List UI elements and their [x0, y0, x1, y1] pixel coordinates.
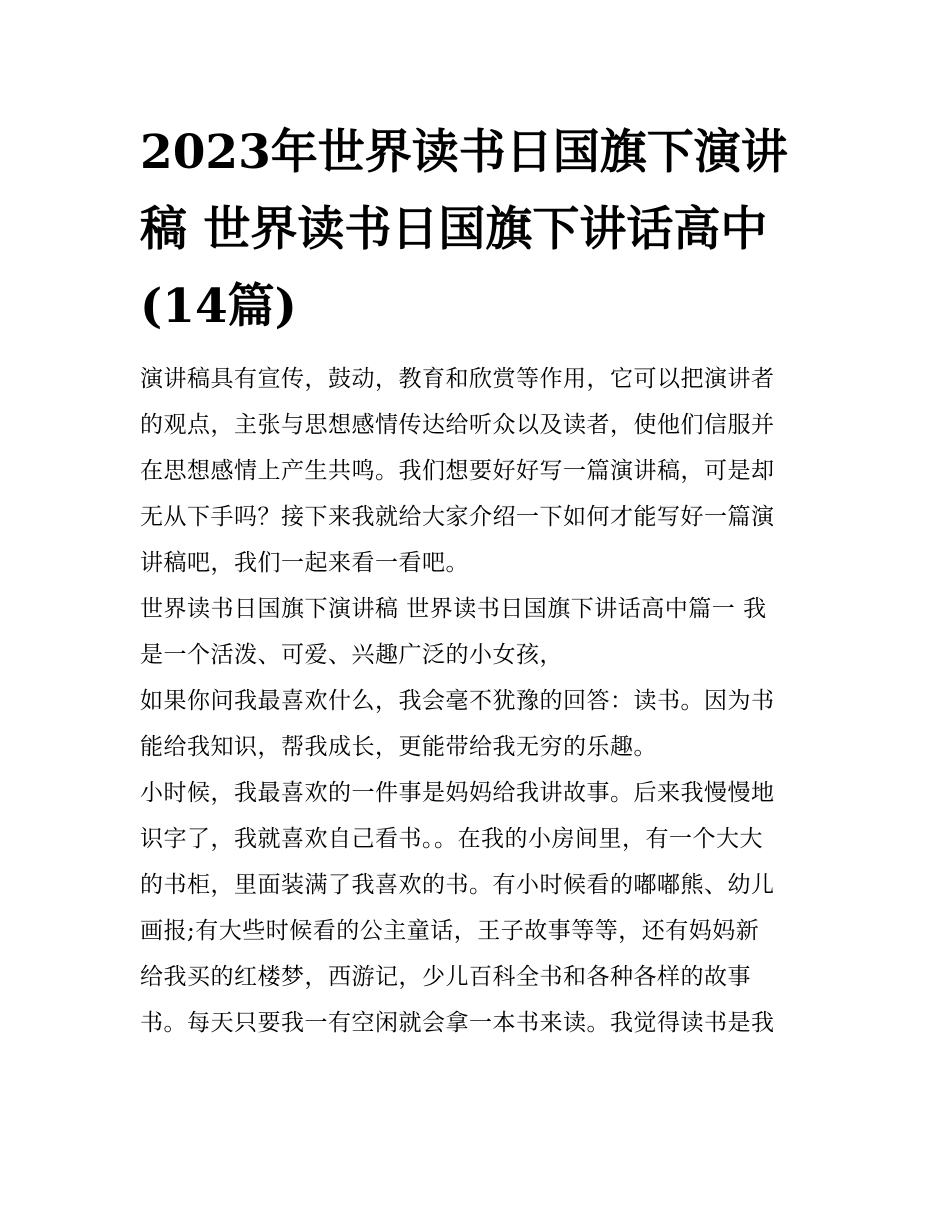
paragraph-favorite	[140, 678, 820, 770]
text-line: 无从下手吗？接下来我就给大家介绍一下如何才能写好一篇演	[140, 504, 775, 530]
text-line: 书。每天只要我一有空闲就会拿一本书来读。我觉得读书是我	[140, 1010, 775, 1036]
text-line: 画报;有大些时候看的公主童话，王子故事等等，还有妈妈新	[140, 918, 760, 944]
paragraph-childhood	[140, 770, 820, 1046]
title-line: 2023年世界读书日国旗下演讲	[140, 125, 788, 180]
text-line: 的书柜，里面装满了我喜欢的书。有小时候看的嘟嘟熊、幼儿	[140, 872, 775, 898]
text-line: 演讲稿具有宣传，鼓动，教育和欣赏等作用，它可以把演讲者	[140, 366, 775, 392]
text-line: 小时候，我最喜欢的一件事是妈妈给我讲故事。后来我慢慢地	[140, 780, 775, 806]
paragraph-intro	[140, 356, 820, 586]
title-line: (14篇)	[140, 279, 297, 334]
title-line: 稿 世界读书日国旗下讲话高中	[140, 202, 768, 257]
text-line: 是一个活泼、可爱、兴趣广泛的小女孩，	[140, 642, 563, 668]
text-line: 在思想感情上产生共鸣。我们想要好好写一篇演讲稿，可是却	[140, 458, 775, 484]
paragraph-section-heading	[140, 586, 820, 678]
text-line: 讲稿吧，我们一起来看一看吧。	[140, 550, 469, 576]
text-line: 如果你问我最喜欢什么，我会毫不犹豫的回答：读书。因为书	[140, 688, 775, 714]
document-title	[140, 114, 820, 345]
text-line: 给我买的红楼梦，西游记，少儿百科全书和各种各样的故事	[140, 964, 751, 990]
document-body	[140, 356, 820, 1046]
text-line: 世界读书日国旗下演讲稿 世界读书日国旗下讲话高中篇一 我	[140, 596, 767, 622]
text-line: 能给我知识，帮我成长，更能带给我无穷的乐趣。	[140, 734, 657, 760]
text-line: 识字了，我就喜欢自己看书。。在我的小房间里，有一个大大	[140, 826, 763, 852]
text-line: 的观点，主张与思想感情传达给听众以及读者，使他们信服并	[140, 412, 775, 438]
